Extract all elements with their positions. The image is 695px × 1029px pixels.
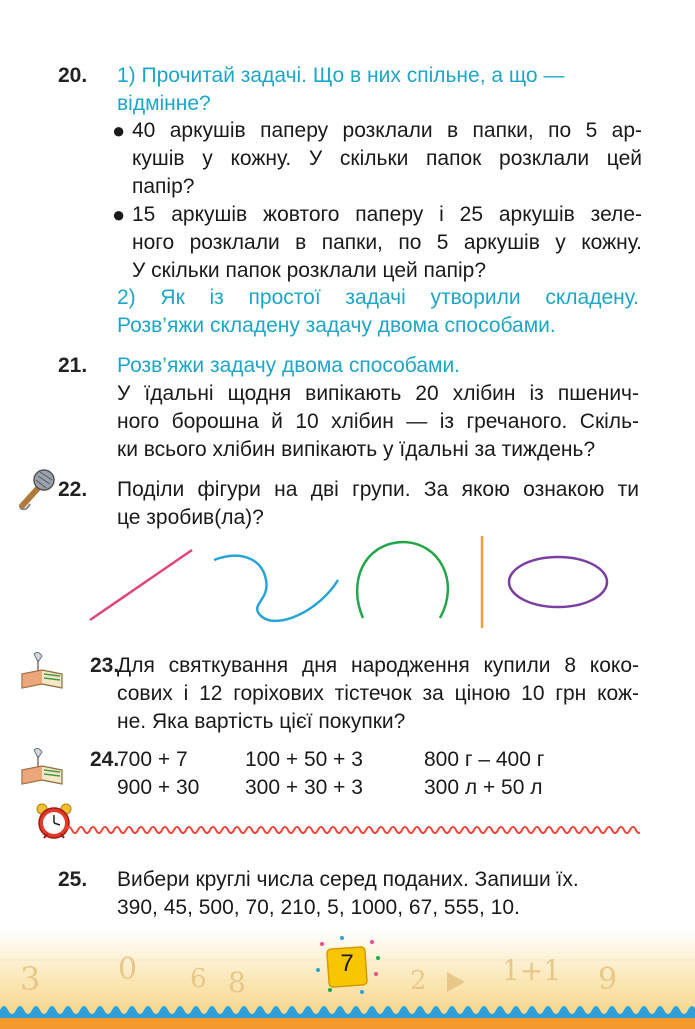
expression: 300 + 30 + 3 (245, 776, 363, 799)
task-number: 20. (58, 64, 88, 87)
line: 40 аркушів паперу розклали в папки, по 5 ар- (132, 119, 642, 142)
decor-digit: 3 (20, 960, 41, 998)
expression: 800 г – 400 г (424, 748, 545, 771)
bullet-icon: ● (112, 202, 126, 227)
shapes-figure (80, 530, 640, 630)
line: Для святкування дня народження купили 8 коко- (117, 654, 639, 677)
straight-line-shape (90, 550, 192, 620)
decor-digit: 2 (410, 966, 427, 996)
page-number: 7 (340, 950, 354, 977)
book-lamp-icon (20, 746, 64, 786)
book-lamp-icon (20, 650, 64, 690)
line: ного борошна й 10 хлібин — із гречаного. Скіль- (117, 410, 639, 433)
task-instruction: 2) Як із простої задачі утворили складену. (117, 286, 639, 309)
line: 15 аркушів жовтого паперу і 25 аркушів зеле- (132, 203, 642, 226)
decor-digit: 9 (598, 962, 618, 997)
decor-digit: 1+1 (502, 954, 562, 987)
line: Вибери круглі числа серед поданих. Запиши їх. (117, 868, 579, 891)
page-footer (0, 930, 695, 1029)
decor-digit: 0 (118, 952, 138, 987)
task-number: 22. (58, 478, 88, 501)
line: сових і 12 горіхових тістечок за ціною 10 грн кож- (117, 682, 639, 705)
line: У їдальні щодня випікають 20 хлібин із пшенич- (117, 382, 639, 405)
line: 390, 45, 500, 70, 210, 5, 1000, 67, 555, 10. (117, 896, 520, 919)
task-instruction: відмінне? (117, 92, 211, 115)
line: ки всього хлібин випікають у їдальні за тиждень? (117, 438, 596, 461)
task-number: 25. (58, 868, 88, 891)
triangle-icon (445, 970, 467, 994)
task-number: 21. (58, 354, 88, 377)
line: Поділи фігури на дві групи. За якою ознакою ти (117, 478, 639, 501)
line: не. Яка вартість цієї покупки? (117, 710, 406, 733)
bullet-icon: ● (112, 118, 126, 143)
decor-digit: 6 (190, 964, 207, 994)
line: У скільки папок розклали цей папір? (132, 259, 487, 282)
line: кушів у кожну. У скільки папок розклали цей (132, 147, 642, 170)
task-instruction: Розв’яжи задачу двома способами. (117, 354, 461, 377)
microphone-icon (16, 466, 58, 512)
arc-shape (357, 542, 448, 618)
line: це зробив(ла)? (117, 506, 264, 529)
line: ного розклали в папки, по 5 аркушів у кожну. (132, 231, 642, 254)
task-instruction: Розв’яжи складену задачу двома способами. (117, 314, 556, 337)
task-number: 23. (90, 654, 120, 677)
line: папір? (132, 175, 195, 198)
expression: 300 л + 50 л (424, 776, 543, 799)
expression: 700 + 7 (117, 748, 188, 771)
wavy-divider (66, 823, 640, 837)
task-number: 24. (90, 748, 120, 771)
wavy-curve-shape (214, 556, 338, 621)
ellipse-shape (509, 557, 607, 607)
list-item (112, 117, 642, 201)
list-item (112, 201, 642, 285)
expression: 100 + 50 + 3 (245, 748, 363, 771)
decor-digit: 8 (228, 966, 246, 999)
expression: 900 + 30 (117, 776, 200, 799)
task-instruction: 1) Прочитай задачі. Що в них спільне, а що — (117, 64, 565, 87)
